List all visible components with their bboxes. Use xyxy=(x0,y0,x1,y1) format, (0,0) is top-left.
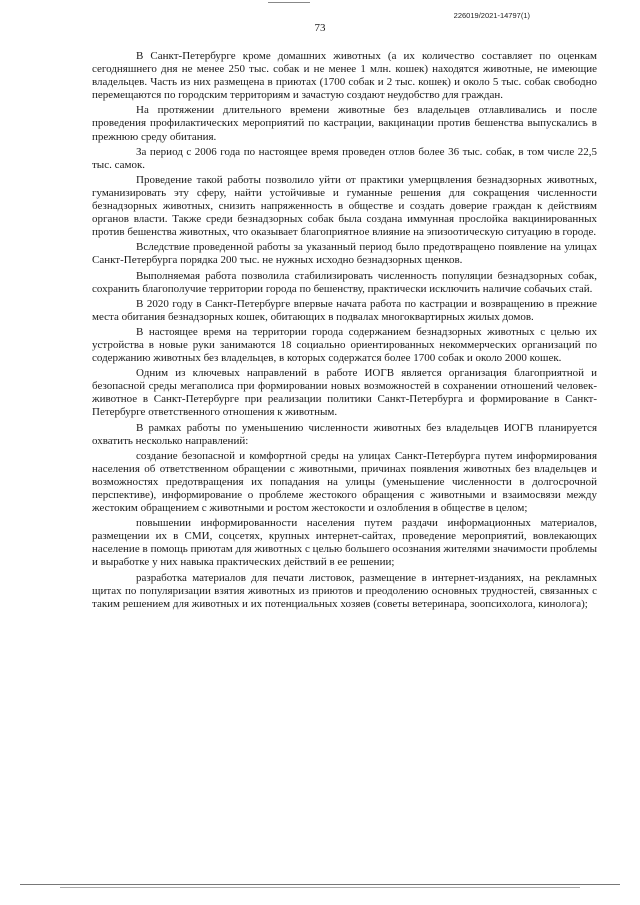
list-item: создание безопасной и комфортной среды на улицах Санкт-Петербурга путем информирования населения об ответственном обращении с животными, причинах появления животных без владельцев и возможностях предотвращения их попадания на улицы (уменьшение численности в долгосрочной перспективе), информирование о проблеме жестокого обращения с животными и взаимосвязи между жестоким обращением с животными и ростом жестокости и озлобления в обществе в целом; xyxy=(92,449,597,515)
paragraph: В настоящее время на территории города содержанием безнадзорных животных с целью их устройства в новые руки занимаются 18 социально ориентированных некоммерческих организаций по содержанию животных без владельцев, в которых содержатся более 1700 собак и около 2000 кошек. xyxy=(92,325,597,365)
paragraph: Одним из ключевых направлений в работе ИОГВ является организация благоприятной и безопасной среды мегаполиса при формировании новых возможностей в сохранении отношений человек-животное в Санкт-Петербурге при реализации политики Санкт-Петербурга и формирование в Санкт-Петербурге ответственного отношения к животным. xyxy=(92,367,597,419)
paragraph: Выполняемая работа позволила стабилизировать численность популяции безнадзорных собак, сохранить благополучие территории города по бешенству, практически исключить наличие собачьих стай. xyxy=(92,269,597,295)
document-id: 226019/2021-14797(1) xyxy=(453,11,530,20)
paragraph: В рамках работы по уменьшению численности животных без владельцев ИОГВ планируется охватить несколько направлений: xyxy=(92,421,597,447)
paragraph: За период с 2006 года по настоящее время проведен отлов более 36 тыс. собак, в том числе 22,5 тыс. самок. xyxy=(92,145,597,171)
scan-artifact xyxy=(268,2,310,3)
paragraph: На протяжении длительного времени животные без владельцев отлавливались и после проведения профилактических мероприятий по кастрации, вакцинации против бешенства выпускались в прежнюю среду обитания. xyxy=(92,104,597,143)
list-item: повышении информированности населения путем раздачи информационных материалов, размещении их в СМИ, соцсетях, крупных интернет-сайтах, проведение мероприятий, вовлекающих население в помощь приютам для животных с целью большего осознания жителями значимости проблемы и выработке у них навыка практических действий в ее решении; xyxy=(92,517,597,569)
document-body xyxy=(92,50,597,613)
paragraph: Вследствие проведенной работы за указанный период было предотвращено появление на улицах Санкт-Петербурга порядка 200 тыс. не нужных исходно безнадзорных щенков. xyxy=(92,241,597,267)
list-item: разработка материалов для печати листовок, размещение в интернет-изданиях, на рекламных щитах по популяризации взятия животных из приютов и преодолению основных трудностей, связанных с таким решением для животных и их потенциальных хозяев (советы ветеринара, зоопсихолога, кинолога); xyxy=(92,571,597,610)
paragraph: В Санкт-Петербурге кроме домашних животных (а их количество составляет по оценкам сегодняшнего дня не менее 250 тыс. собак и не менее 1 млн. кошек) находятся животные, не имеющие владельцев. Часть из них размещена в приютах (1700 собак и 2 тыс. кошек) и около 5 тыс. собак свободно перемещаются по городским территориям и зачастую создают неудобство для граждан. xyxy=(92,50,597,102)
paragraph: В 2020 году в Санкт-Петербурге впервые начата работа по кастрации и возвращению в прежние места обитания безнадзорных кошек, обитающих в подвалах многоквартирных жилых домов. xyxy=(92,297,597,323)
scan-artifact xyxy=(60,887,580,888)
page-number: 73 xyxy=(314,22,326,34)
paragraph: Проведение такой работы позволило уйти от практики умерщвления безнадзорных животных, гуманизировать эту сферу, найти устойчивые и гуманные решения для сокращения численности безнадзорных животных, снизить напряженность в обществе и создать доверие граждан к действиям органов власти. Также среди безнадзорных собак была создана иммунная прослойка вакцинированных против бешенства животных, что оказывает благоприятное влияние на эпизоотическую ситуацию в городе. xyxy=(92,173,597,239)
scan-artifact xyxy=(20,884,620,885)
